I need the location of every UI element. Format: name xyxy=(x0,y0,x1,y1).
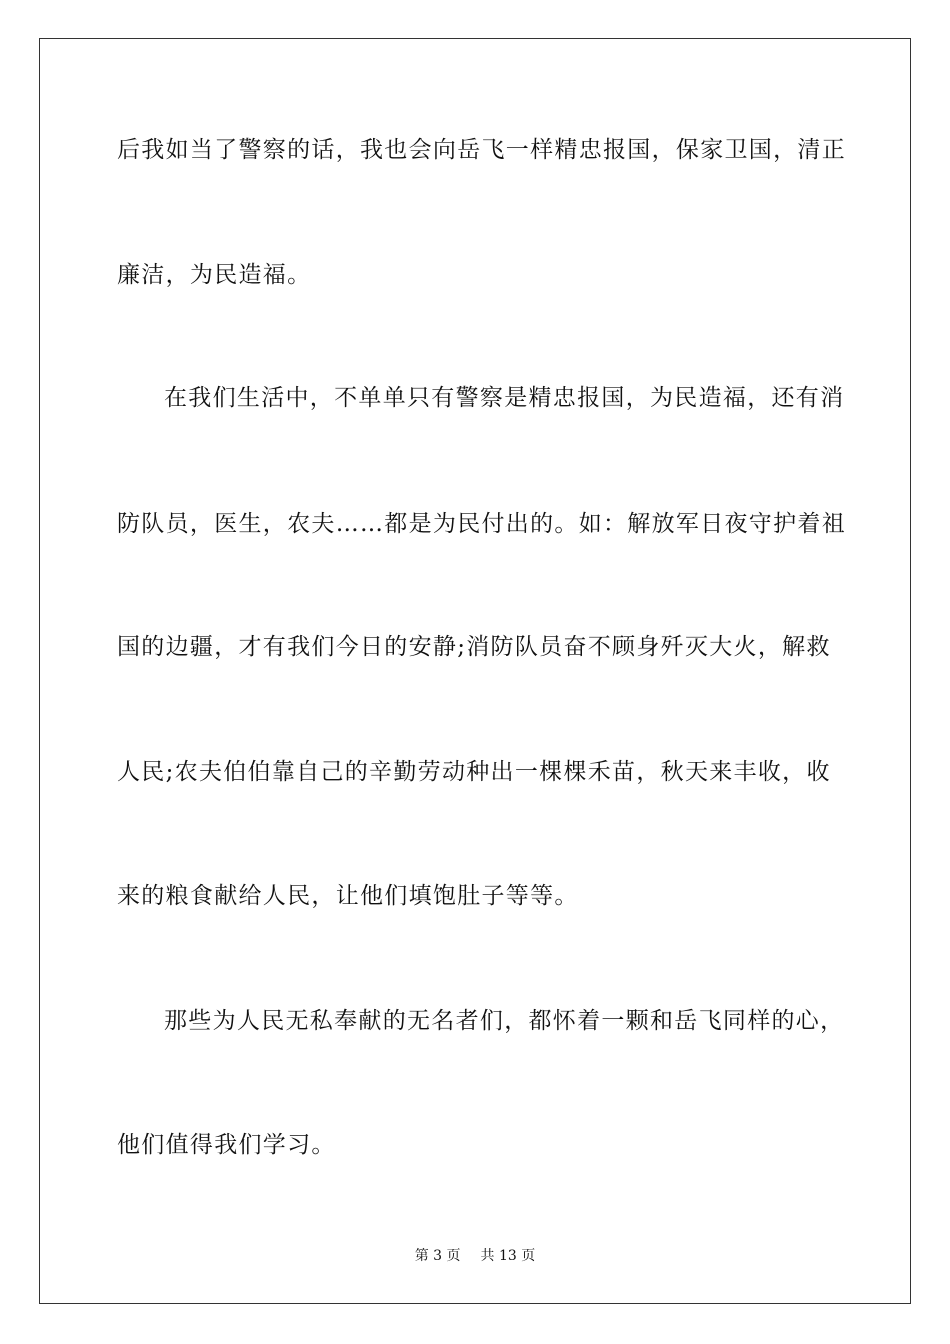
page-footer xyxy=(0,1246,950,1266)
page-total: 共 13 页 xyxy=(480,1248,536,1264)
body-text-line: 后我如当了警察的话，我也会向岳飞一样精忠报国，保家卫国，清正 xyxy=(117,137,846,163)
page-border xyxy=(39,38,911,1304)
body-text-line: 他们值得我们学习。 xyxy=(117,1132,336,1158)
body-text-line: 廉洁，为民造福。 xyxy=(117,262,312,288)
body-text-line: 国的边疆，才有我们今日的安静;消防队员奋不顾身歼灭大火，解救 xyxy=(117,634,831,660)
paragraph-first-line: 那些为人民无私奉献的无名者们，都怀着一颗和岳飞同样的心， xyxy=(164,1008,845,1034)
page-number: 第 3 页 xyxy=(414,1248,461,1264)
paragraph-first-line: 在我们生活中，不单单只有警察是精忠报国，为民造福，还有消 xyxy=(164,385,845,411)
body-text-line: 人民;农夫伯伯靠自己的辛勤劳动种出一棵棵禾苗，秋天来丰收，收 xyxy=(117,759,831,785)
body-text-line: 防队员，医生，农夫……都是为民付出的。如：解放军日夜守护着祖 xyxy=(117,511,846,537)
body-text-line: 来的粮食献给人民，让他们填饱肚子等等。 xyxy=(117,883,579,909)
